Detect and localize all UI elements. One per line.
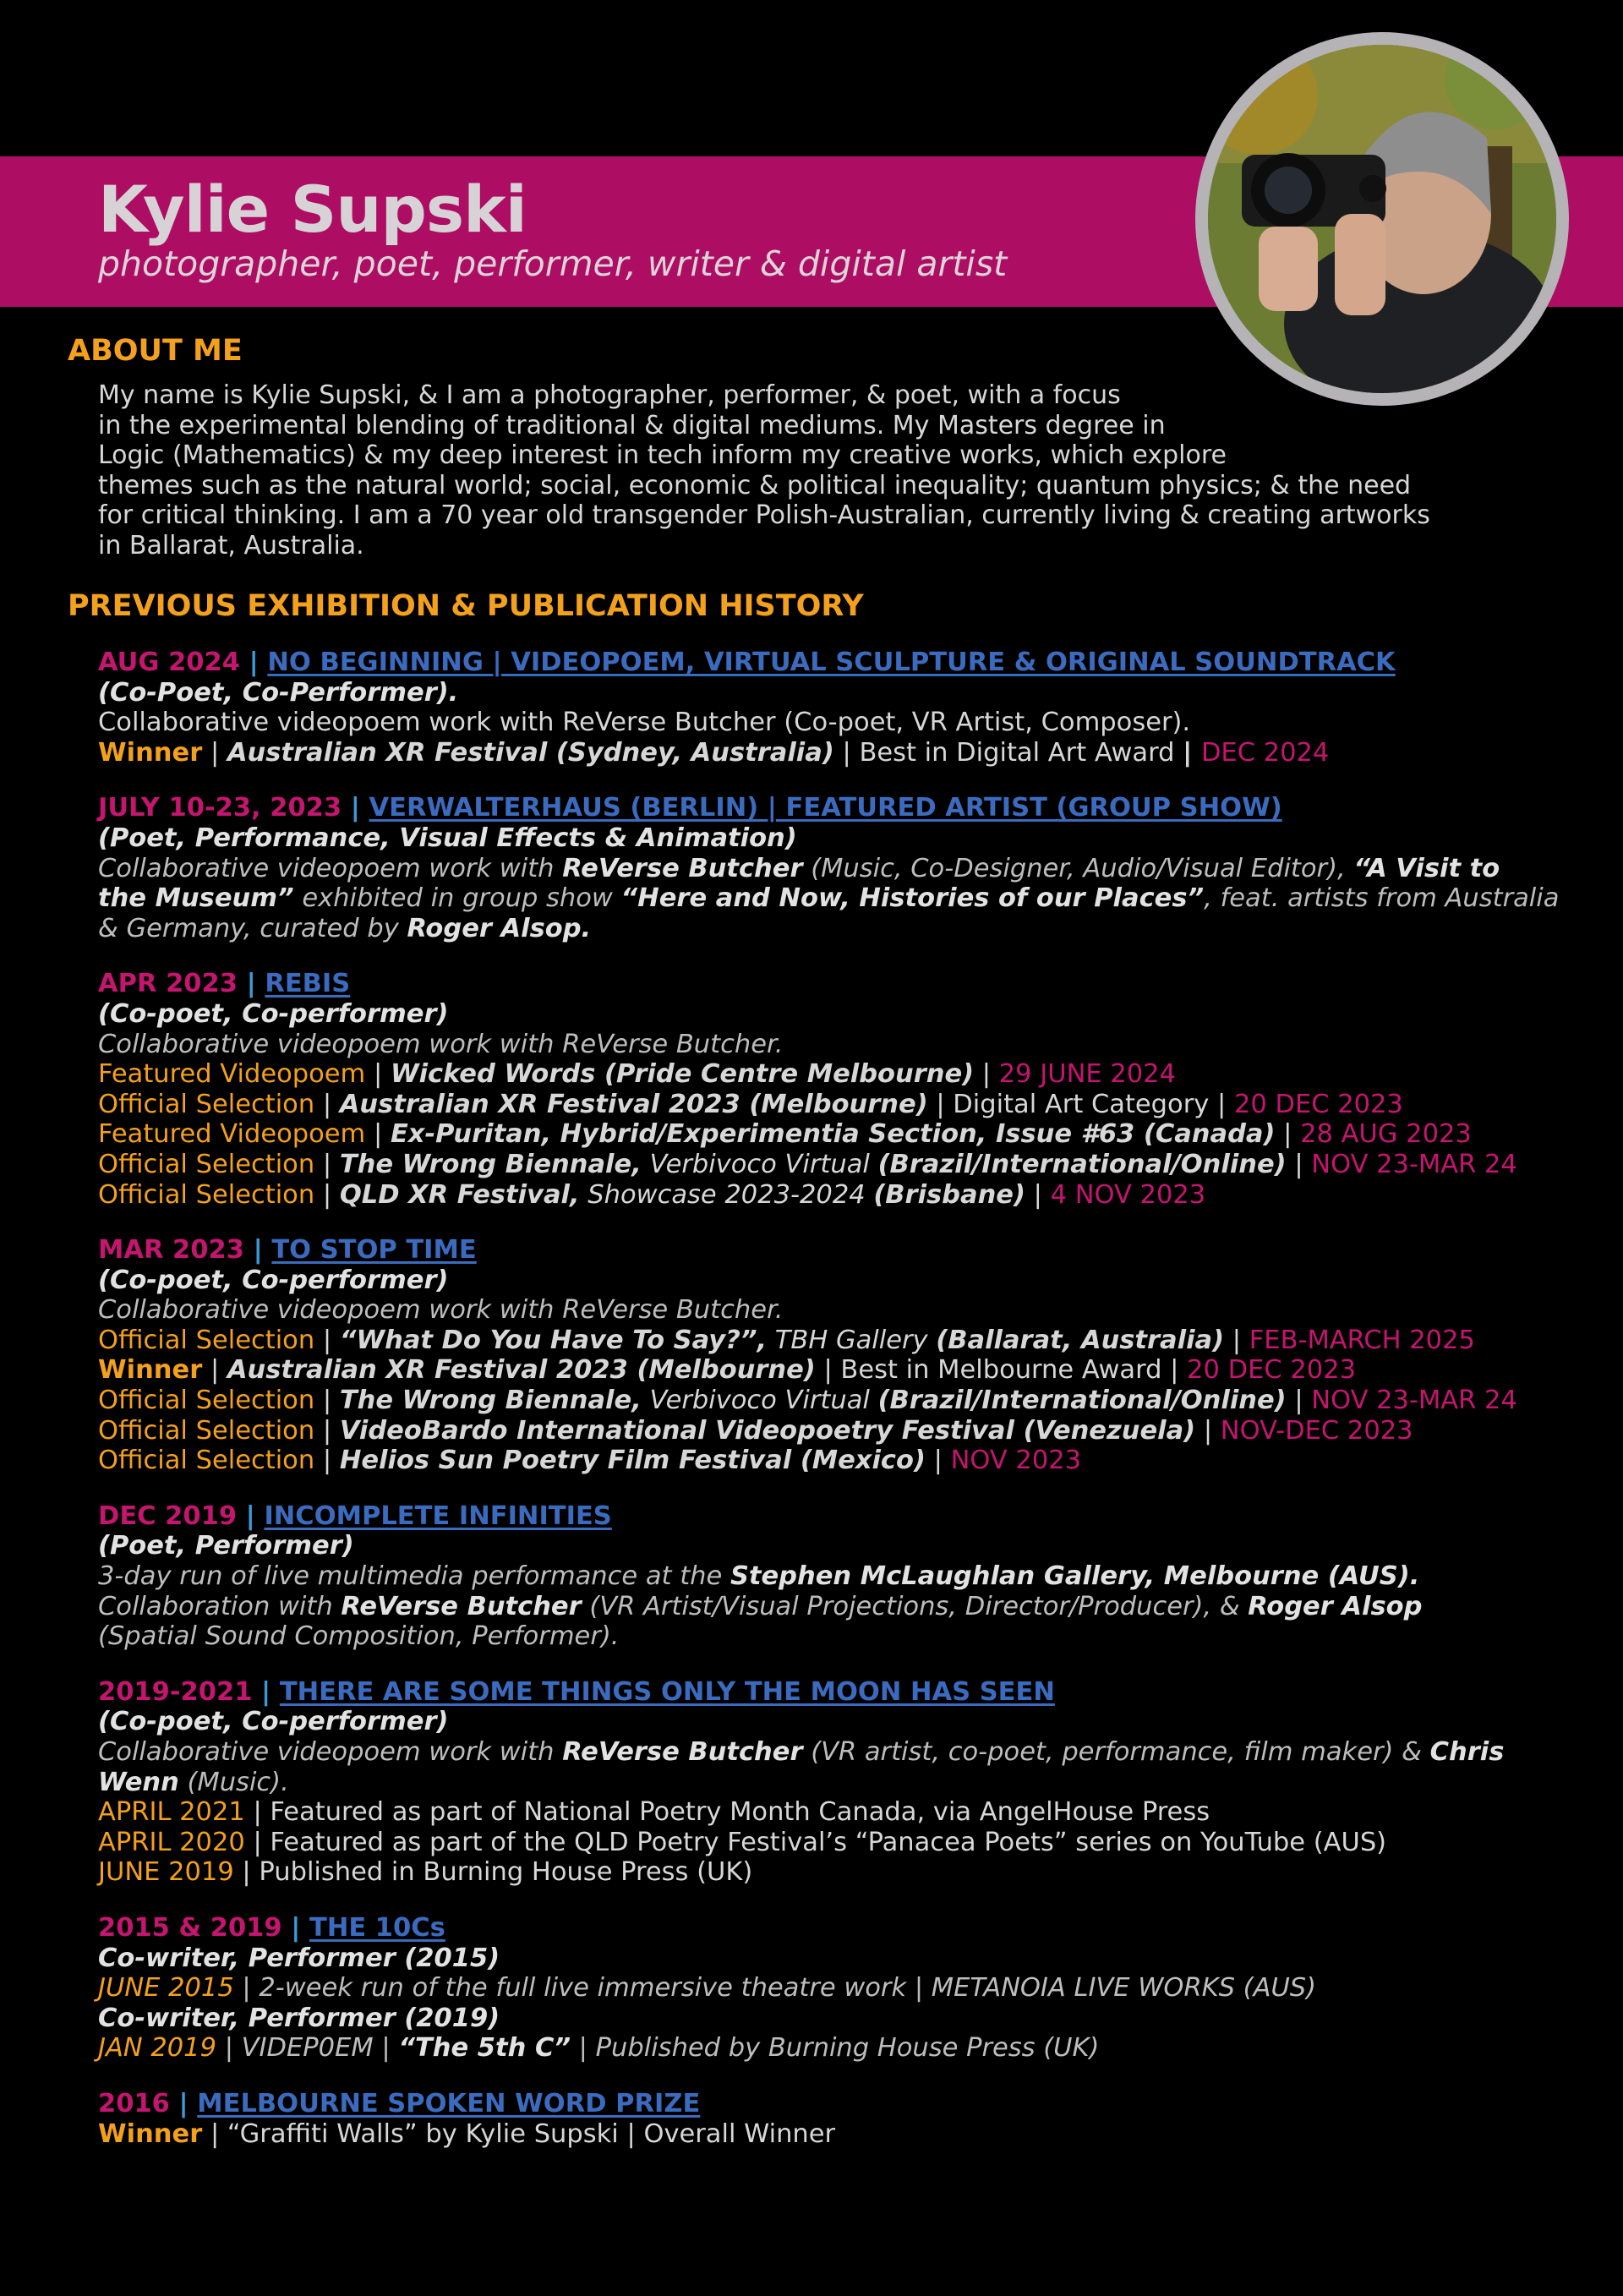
- award-label: Featured Videopoem: [98, 1119, 366, 1150]
- entry-award: [98, 1446, 1586, 1476]
- award-event: Helios Sun Poetry Film Festival (Mexico): [339, 1446, 926, 1476]
- award-sep: |: [1183, 737, 1201, 768]
- award-sep: |: [314, 1179, 340, 1210]
- entry-publication: [98, 1828, 1586, 1858]
- entry-publication: [98, 1973, 1586, 2004]
- pub-text: | 2-week run of the full live immersive theatre work | METANOIA LIVE WORKS (AUS): [233, 1973, 1317, 2004]
- award-label: Featured Videopoem: [98, 1059, 366, 1090]
- about-line: Logic (Mathematics) & my deep interest in tech inform my creative works, which explore: [98, 440, 1227, 470]
- history-entry: [98, 1677, 1586, 1888]
- pub-text: | Featured as part of the QLD Poetry Festival’s “Panacea Poets” series on YouTube (AUS): [244, 1827, 1387, 1857]
- award-event: The Wrong Biennale,: [339, 1386, 642, 1416]
- award-detail: | Best in Digital Art Award: [833, 737, 1183, 768]
- award-sep: |: [365, 1119, 391, 1150]
- entry-title-link[interactable]: NO BEGINNING | VIDEOPOEM, VIRTUAL SCULPTURE & ORIGINAL SOUNDTRACK: [267, 648, 1396, 677]
- history-entry: [98, 1235, 1586, 1476]
- award-event: (Brazil/International/Online): [877, 1149, 1287, 1179]
- entry-title-link[interactable]: THERE ARE SOME THINGS ONLY THE MOON HAS SEEN: [279, 1676, 1055, 1707]
- about-heading: ABOUT ME: [68, 334, 243, 368]
- award-sep: |: [202, 737, 227, 768]
- award-date: 20 DEC 2023: [1233, 1089, 1403, 1119]
- award-sep: |: [974, 1059, 999, 1090]
- award-detail: Verbivoco Virtual: [641, 1386, 878, 1416]
- pub-date: JAN 2019: [98, 2033, 216, 2064]
- about-line: in Ballarat, Australia.: [98, 530, 364, 560]
- entry-award: [98, 1386, 1586, 1416]
- history-entry: [98, 648, 1586, 768]
- history-heading: PREVIOUS EXHIBITION & PUBLICATION HISTORY: [68, 589, 864, 623]
- entry-award: [98, 1090, 1586, 1120]
- award-detail: | Best in Melbourne Award |: [815, 1355, 1188, 1386]
- entry-role: Co-writer, Performer (2015): [98, 1943, 500, 1973]
- award-label: Official Selection: [98, 1415, 315, 1446]
- entry-description: Collaborative videopoem work with ReVerse Butcher (Co-poet, VR Artist, Composer).: [98, 708, 1191, 738]
- entry-date: APR 2023: [98, 969, 238, 999]
- award-label: Official Selection: [98, 1386, 315, 1416]
- entry-date: 2015 & 2019: [98, 1912, 282, 1943]
- award-sep: |: [1286, 1149, 1312, 1179]
- award-date: 20 DEC 2023: [1187, 1355, 1357, 1386]
- desc-bold: ReVerse Butcher: [562, 1737, 803, 1767]
- desc-bold: Roger Alsop: [1248, 1591, 1423, 1621]
- entry-description: [98, 883, 1586, 914]
- entry-role: (Co-poet, Co-performer): [98, 998, 449, 1029]
- award-event: Ex-Puritan, Hybrid/Experimentia Section, Issue #63 (Canada): [390, 1119, 1276, 1150]
- desc-text: & Germany, curated by: [98, 913, 407, 943]
- award-sep: |: [1195, 1415, 1221, 1446]
- desc-bold: Stephen McLaughlan Gallery, Melbourne (AUS).: [730, 1561, 1420, 1592]
- about-line: themes such as the natural world; social, economic & political inequality; quantum physics; & the need: [98, 470, 1412, 500]
- pub-text: | Featured as part of National Poetry Month Canada, via AngelHouse Press: [244, 1797, 1210, 1828]
- entry-separator: |: [169, 2088, 198, 2118]
- desc-bold: “Here and Now, Histories of our Places”: [620, 883, 1205, 914]
- entry-award: [98, 738, 1586, 768]
- entry-award: [98, 1150, 1586, 1180]
- desc-text: (VR artist, co-poet, performance, film maker) &: [802, 1737, 1430, 1767]
- award-label: Official Selection: [98, 1089, 315, 1119]
- entry-title-link[interactable]: TO STOP TIME: [271, 1235, 477, 1266]
- award-date: NOV-DEC 2023: [1220, 1415, 1413, 1446]
- award-date: NOV 23-MAR 24: [1311, 1149, 1517, 1179]
- entry-separator: |: [252, 1676, 280, 1707]
- pub-date: APRIL 2021: [98, 1797, 245, 1828]
- entry-date: MAR 2023: [98, 1235, 244, 1266]
- entry-role: (Poet, Performance, Visual Effects & Animation): [98, 823, 797, 853]
- award-date: 28 AUG 2023: [1300, 1119, 1472, 1150]
- history-entry: [98, 793, 1586, 943]
- award-event: Wicked Words (Pride Centre Melbourne): [390, 1059, 975, 1090]
- award-sep: |: [1224, 1325, 1249, 1355]
- history-entry: [98, 1501, 1586, 1652]
- award-event: “What Do You Have To Say?”,: [339, 1325, 768, 1355]
- history-entry: [98, 1913, 1586, 2064]
- award-event: The Wrong Biennale,: [339, 1149, 642, 1179]
- entry-publication: [98, 1857, 1586, 1888]
- desc-text: Collaborative videopoem work with: [98, 853, 563, 883]
- award-detail: Showcase 2023-2024: [579, 1179, 874, 1210]
- entry-award: [98, 1180, 1586, 1211]
- desc-text: , feat. artists from Australia: [1204, 883, 1560, 914]
- award-date: DEC 2024: [1200, 737, 1330, 768]
- award-date: NOV 23-MAR 24: [1311, 1386, 1517, 1416]
- desc-bold: Roger Alsop.: [407, 913, 592, 943]
- entry-description: [98, 1592, 1586, 1622]
- entry-title-link[interactable]: INCOMPLETE INFINITIES: [264, 1501, 612, 1531]
- about-line: in the experimental blending of traditional & digital mediums. My Masters degree in: [98, 410, 1166, 440]
- entry-date: DEC 2019: [98, 1501, 238, 1531]
- award-sep: |: [314, 1415, 340, 1446]
- desc-text: (Music).: [178, 1767, 289, 1797]
- award-sep: |: [314, 1149, 340, 1179]
- desc-bold: Chris: [1429, 1737, 1505, 1767]
- pub-text: | Published by Burning House Press (UK): [570, 2033, 1100, 2064]
- entry-date: AUG 2024: [98, 648, 240, 677]
- award-label: Official Selection: [98, 1179, 315, 1210]
- award-sep: |: [314, 1386, 340, 1416]
- history-entry: [98, 969, 1586, 1210]
- entry-separator: |: [237, 1501, 265, 1531]
- entry-title-link[interactable]: THE 10Cs: [309, 1912, 445, 1943]
- desc-bold: ReVerse Butcher: [341, 1591, 582, 1621]
- pub-title: “The 5th C”: [398, 2033, 571, 2064]
- desc-text: (Music, Co-Designer, Audio/Visual Editor),: [802, 853, 1354, 883]
- entry-award: [98, 1119, 1586, 1150]
- award-label: Winner: [98, 737, 203, 768]
- entry-title-link[interactable]: MELBOURNE SPOKEN WORD PRIZE: [197, 2088, 701, 2118]
- desc-text: 3-day run of live multimedia performance at the: [98, 1561, 730, 1592]
- desc-bold: ReVerse Butcher: [562, 853, 803, 883]
- entry-separator: |: [342, 793, 369, 823]
- award-sep: |: [925, 1446, 951, 1476]
- entry-role: (Co-poet, Co-performer): [98, 1707, 449, 1737]
- award-date: FEB-MARCH 2025: [1249, 1325, 1475, 1355]
- portrait-photo: [1208, 45, 1556, 393]
- entry-title-link[interactable]: VERWALTERHAUS (BERLIN) | FEATURED ARTIST (GROUP SHOW): [369, 793, 1282, 823]
- photographer-image: [1208, 45, 1556, 393]
- award-event: QLD XR Festival,: [339, 1179, 580, 1210]
- award-sep: |: [314, 1325, 340, 1355]
- desc-bold: Wenn: [98, 1767, 179, 1797]
- award-sep: |: [365, 1059, 391, 1090]
- award-sep: |: [1286, 1386, 1312, 1416]
- award-event: (Brazil/International/Online): [877, 1386, 1287, 1416]
- entry-role: (Co-poet, Co-performer): [98, 1265, 449, 1295]
- pub-date: APRIL 2020: [98, 1827, 245, 1857]
- award-detail: | “Graffiti Walls” by Kylie Supski | Overall Winner: [202, 2118, 836, 2149]
- entry-date: 2019-2021: [98, 1676, 253, 1707]
- award-event: (Ballarat, Australia): [936, 1325, 1225, 1355]
- about-text: [98, 380, 1552, 560]
- about-line: for critical thinking. I am a 70 year old transgender Polish-Australian, currently living & creating artworks: [98, 500, 1430, 530]
- page-subtitle: photographer, poet, performer, writer & digital artist: [98, 243, 1008, 284]
- award-detail: | Digital Art Category |: [927, 1089, 1234, 1119]
- page-title: Kylie Supski: [98, 172, 527, 247]
- entry-description: (Spatial Sound Composition, Performer).: [98, 1621, 620, 1652]
- entry-role: (Poet, Performer): [98, 1531, 354, 1561]
- entry-separator: |: [237, 969, 265, 999]
- entry-award: [98, 1059, 1586, 1090]
- award-detail: TBH Gallery: [767, 1325, 937, 1355]
- entry-publication: [98, 2033, 1586, 2064]
- entry-separator: |: [281, 1912, 310, 1943]
- award-label: Winner: [98, 1355, 203, 1386]
- entry-award: [98, 1416, 1586, 1446]
- award-date: 4 NOV 2023: [1050, 1179, 1206, 1210]
- desc-text: (VR Artist/Visual Projections, Director/Producer), &: [581, 1591, 1249, 1621]
- award-event: (Brisbane): [873, 1179, 1025, 1210]
- entry-award: [98, 2119, 1586, 2150]
- entry-role: Co-writer, Performer (2019): [98, 2003, 500, 2033]
- desc-text: Collaborative videopoem work with: [98, 1737, 563, 1767]
- entry-description: [98, 914, 1586, 944]
- award-event: Australian XR Festival 2023 (Melbourne): [339, 1089, 928, 1119]
- entry-date: 2016: [98, 2088, 170, 2118]
- award-date: 29 JUNE 2024: [998, 1059, 1176, 1090]
- award-sep: |: [1025, 1179, 1051, 1210]
- pub-date: JUNE 2019: [98, 1857, 234, 1888]
- about-line: My name is Kylie Supski, & I am a photographer, performer, & poet, with a focus: [98, 380, 1121, 410]
- avatar: [1195, 32, 1569, 406]
- entry-publication: [98, 1797, 1586, 1828]
- award-date: NOV 2023: [950, 1446, 1082, 1476]
- desc-text: exhibited in group show: [293, 883, 621, 914]
- entry-award: [98, 1355, 1586, 1386]
- entry-separator: |: [243, 1235, 272, 1266]
- entry-description: [98, 1768, 1586, 1798]
- desc-text: Collaboration with: [98, 1591, 342, 1621]
- award-label: Official Selection: [98, 1149, 315, 1179]
- award-label: Official Selection: [98, 1325, 315, 1355]
- award-event: VideoBardo International Videopoetry Festival (Venezuela): [339, 1415, 1196, 1446]
- entry-award: [98, 1326, 1586, 1356]
- history-list: [98, 648, 1586, 2174]
- entry-description: [98, 1561, 1586, 1592]
- entry-date: JULY 10-23, 2023: [98, 793, 342, 823]
- history-entry: [98, 2089, 1586, 2149]
- entry-description: [98, 1737, 1586, 1768]
- award-label: Official Selection: [98, 1446, 315, 1476]
- pub-text: | Published in Burning House Press (UK): [233, 1857, 753, 1888]
- award-event: Australian XR Festival (Sydney, Australia): [227, 737, 834, 768]
- desc-bold: “A Visit to: [1353, 853, 1500, 883]
- entry-description: Collaborative videopoem work with ReVerse Butcher.: [98, 1295, 784, 1326]
- award-sep: |: [1275, 1119, 1301, 1150]
- entry-title-link[interactable]: REBIS: [265, 969, 351, 999]
- entry-description: Collaborative videopoem work with ReVerse Butcher.: [98, 1029, 784, 1059]
- entry-role: (Co-Poet, Co-Performer).: [98, 677, 459, 708]
- award-sep: |: [314, 1089, 340, 1119]
- award-detail: Verbivoco Virtual: [641, 1149, 878, 1179]
- award-event: Australian XR Festival 2023 (Melbourne): [227, 1355, 816, 1386]
- pub-text: | VIDEP0EM |: [216, 2033, 399, 2064]
- entry-separator: |: [239, 648, 268, 677]
- award-sep: |: [202, 1355, 227, 1386]
- desc-bold: the Museum”: [98, 883, 294, 914]
- pub-date: JUNE 2015: [98, 1973, 234, 2004]
- award-label: Winner: [98, 2118, 203, 2149]
- entry-description: [98, 854, 1586, 884]
- award-sep: |: [314, 1446, 340, 1476]
